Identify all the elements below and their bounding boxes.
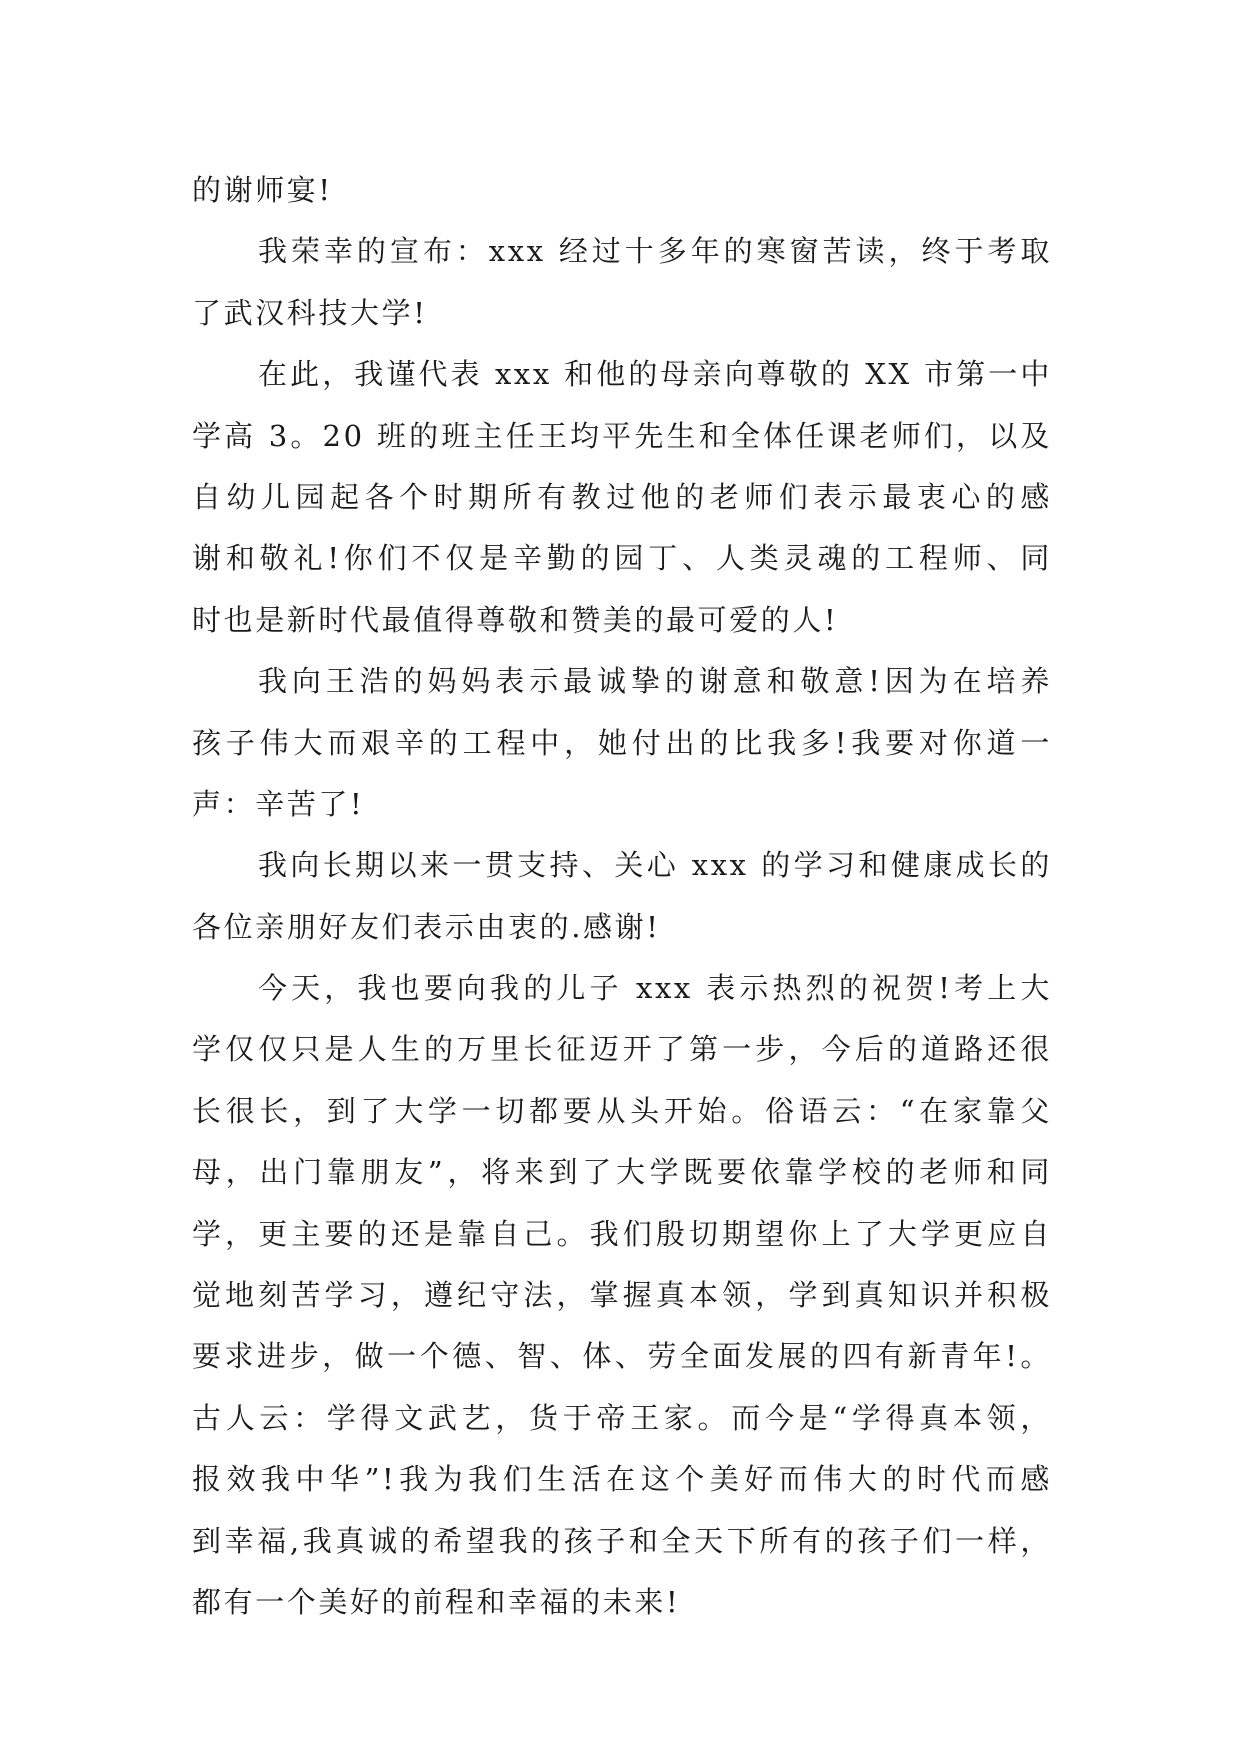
text-line: 母，出门靠朋友”，将来到了大学既要依靠学校的老师和同 bbox=[192, 1155, 1052, 1190]
text-line: 我荣幸的宣布：xxx 经过十多年的寒窗苦读，终于考取 bbox=[258, 234, 1052, 269]
text-line: 我向王浩的妈妈表示最诚挚的谢意和敬意!因为在培养 bbox=[258, 664, 1052, 699]
text-line: 到幸福,我真诚的希望我的孩子和全天下所有的孩子们一样， bbox=[192, 1523, 1052, 1558]
text-line: 觉地刻苦学习，遵纪守法，掌握真本领，学到真知识并积极 bbox=[192, 1278, 1052, 1313]
text-line: 自幼儿园起各个时期所有教过他的老师们表示最衷心的感 bbox=[192, 479, 1052, 514]
text-line: 今天，我也要向我的儿子 xxx 表示热烈的祝贺!考上大 bbox=[258, 971, 1052, 1006]
text-line: 古人云：学得文武艺，货于帝王家。而今是“学得真本领， bbox=[192, 1400, 1052, 1435]
text-line: 要求进步，做一个德、智、体、劳全面发展的四有新青年!。 bbox=[192, 1339, 1052, 1374]
text-line: 的谢师宴! bbox=[192, 173, 333, 207]
text-line: 时也是新时代最值得尊敬和赞美的最可爱的人! bbox=[192, 602, 839, 637]
text-line: 长很长，到了大学一切都要从头开始。俗语云：“在家靠父 bbox=[192, 1093, 1052, 1128]
text-line: 我向长期以来一贯支持、关心 xxx 的学习和健康成长的 bbox=[258, 848, 1052, 883]
text-line: 学仅仅只是人生的万里长征迈开了第一步，今后的道路还很 bbox=[192, 1032, 1052, 1067]
text-line: 孩子伟大而艰辛的工程中，她付出的比我多!我要对你道一 bbox=[192, 725, 1052, 760]
text-line: 学，更主要的还是靠自己。我们殷切期望你上了大学更应自 bbox=[192, 1216, 1052, 1251]
text-line: 都有一个美好的前程和幸福的未来! bbox=[192, 1584, 681, 1619]
text-line: 谢和敬礼!你们不仅是辛勤的园丁、人类灵魂的工程师、同 bbox=[192, 541, 1052, 576]
document-page bbox=[192, 160, 1052, 1633]
text-line: 声：辛苦了! bbox=[192, 786, 365, 821]
text-line: 在此，我谨代表 xxx 和他的母亲向尊敬的 XX 市第一中 bbox=[258, 357, 1052, 392]
text-line: 了武汉科技大学! bbox=[192, 295, 428, 330]
text-line: 各位亲朋好友们表示由衷的.感谢! bbox=[192, 909, 661, 944]
text-line: 报效我中华”!我为我们生活在这个美好而伟大的时代而感 bbox=[192, 1462, 1052, 1497]
text-line: 学高 3。20 班的班主任王均平先生和全体任课老师们，以及 bbox=[192, 418, 1052, 453]
